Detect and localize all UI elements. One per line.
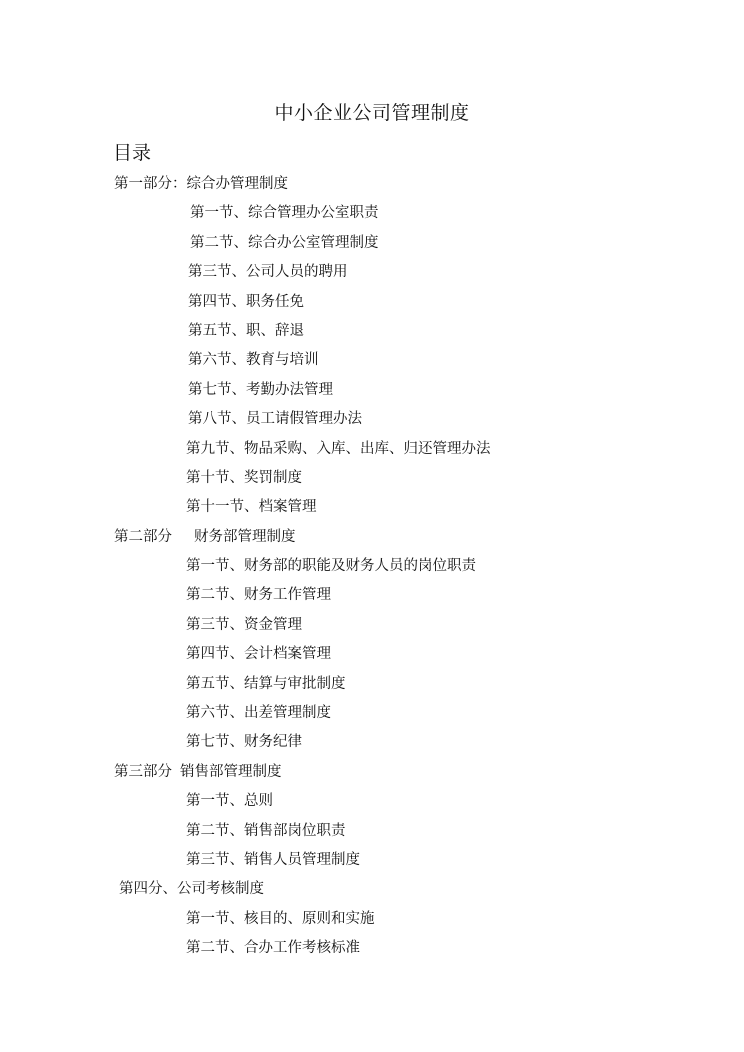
toc-part-1-section-8[interactable]: 第八节、员工请假管理办法 bbox=[188, 411, 362, 428]
toc-part-3[interactable] bbox=[0, 761, 744, 790]
toc-part-1-section-10[interactable]: 第十节、奖罚制度 bbox=[186, 469, 302, 486]
toc-part-1-section-11[interactable]: 第十一节、档案管理 bbox=[186, 499, 317, 516]
toc-part-2-section-3[interactable]: 第三节、资金管理 bbox=[186, 616, 302, 633]
toc-part-2[interactable] bbox=[0, 526, 744, 555]
toc-part-3-section-2[interactable]: 第二节、销售部岗位职责 bbox=[186, 822, 346, 839]
toc-part-1-section-1[interactable]: 第一节、综合管理办公室职责 bbox=[190, 205, 379, 222]
toc-part-2-section-6[interactable]: 第六节、出差管理制度 bbox=[186, 705, 331, 722]
toc-part-1[interactable]: 第一部分：综合办管理制度 bbox=[114, 176, 288, 192]
toc-heading: 目录 bbox=[113, 142, 152, 164]
toc-part-1-section-6[interactable]: 第六节、教育与培训 bbox=[188, 352, 319, 369]
toc-part-2-section-7[interactable]: 第七节、财务纪律 bbox=[186, 734, 302, 751]
toc-part-2-title: 财务部管理制度 bbox=[194, 528, 296, 545]
toc-part-3-section-1[interactable]: 第一节、总则 bbox=[186, 793, 273, 810]
toc-part-1-section-2[interactable]: 第二节、综合办公室管理制度 bbox=[190, 234, 379, 251]
table-of-contents bbox=[0, 173, 744, 967]
toc-part-3-title: 销售部管理制度 bbox=[180, 763, 282, 780]
toc-part-4[interactable]: 第四分、公司考核制度 bbox=[119, 881, 264, 898]
toc-part-1-section-3[interactable]: 第三节、公司人员的聘用 bbox=[188, 264, 348, 281]
toc-part-2-section-4[interactable]: 第四节、会计档案管理 bbox=[186, 646, 331, 663]
toc-part-2-section-5[interactable]: 第五节、结算与审批制度 bbox=[186, 675, 346, 692]
toc-part-1-section-9[interactable]: 第九节、物品采购、入库、出库、归还管理办法 bbox=[186, 440, 491, 457]
toc-part-2-number: 第二部分 bbox=[114, 528, 172, 545]
document-title: 中小企业公司管理制度 bbox=[274, 102, 470, 124]
toc-part-4-section-1[interactable]: 第一节、核目的、原则和实施 bbox=[186, 910, 375, 927]
toc-part-3-number: 第三部分 bbox=[114, 763, 172, 780]
toc-part-2-section-2[interactable]: 第二节、财务工作管理 bbox=[186, 587, 331, 604]
toc-part-1-section-5[interactable]: 第五节、职、辞退 bbox=[188, 322, 304, 339]
toc-part-1-section-4[interactable]: 第四节、职务任免 bbox=[188, 293, 304, 310]
toc-part-2-section-1[interactable]: 第一节、财务部的职能及财务人员的岗位职责 bbox=[186, 558, 476, 575]
toc-part-1-section-7[interactable]: 第七节、考勤办法管理 bbox=[188, 381, 333, 398]
toc-part-4-section-2[interactable]: 第二节、合办工作考核标准 bbox=[186, 940, 360, 957]
toc-part-3-section-3[interactable]: 第三节、销售人员管理制度 bbox=[186, 851, 360, 868]
